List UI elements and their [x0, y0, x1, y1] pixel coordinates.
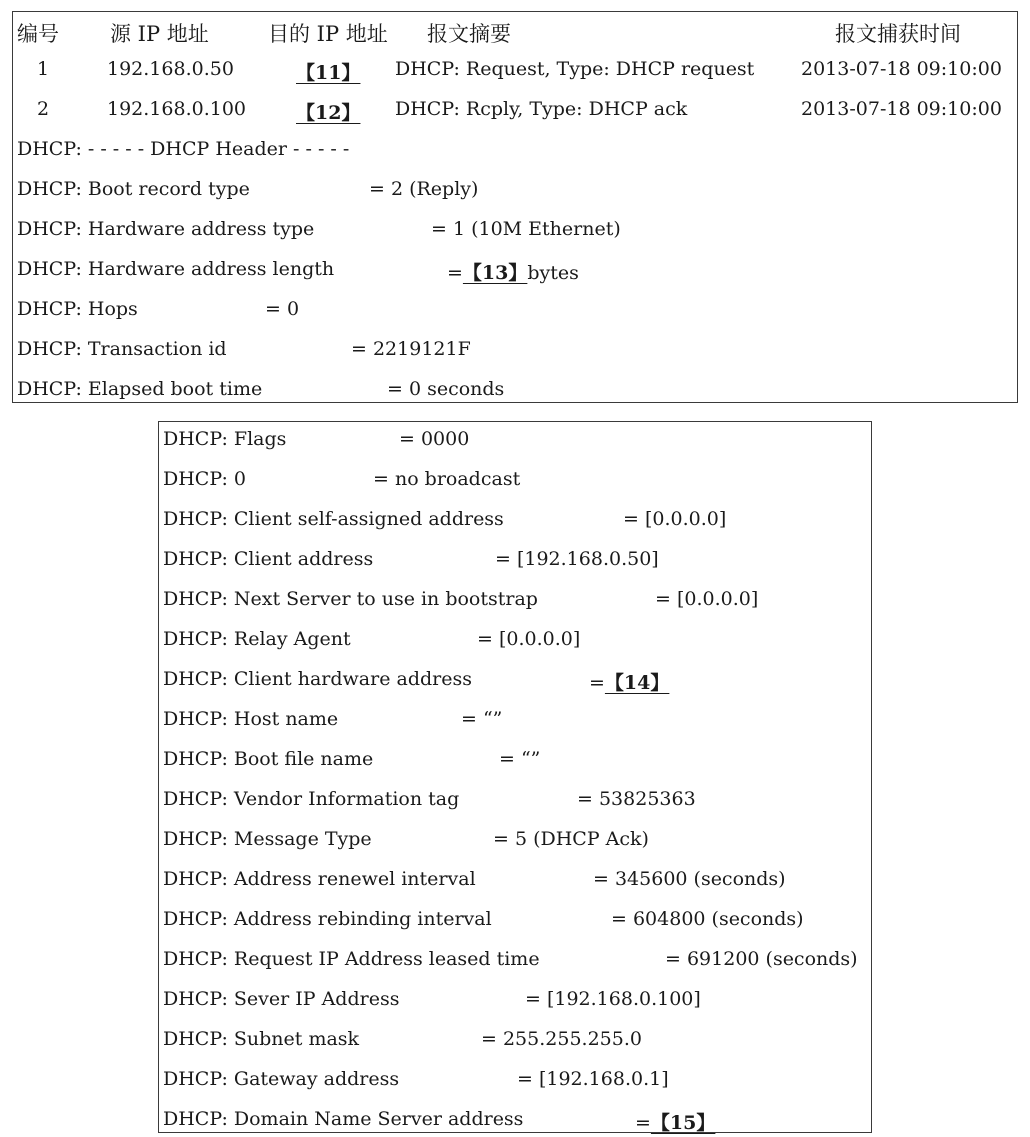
field-message-type: DHCP: Message Type = 5 (DHCP Ack)	[163, 828, 649, 850]
dhcp-detail-panel	[158, 421, 872, 1133]
field-vendor-info-tag: DHCP: Vendor Information tag = 53825363	[163, 788, 696, 810]
field-boot-file-name: DHCP: Boot file name = “”	[163, 748, 541, 770]
header-capture-time: 报文捕获时间	[835, 22, 961, 46]
field-host-name: DHCP: Host name = “”	[163, 708, 503, 730]
row-2-summary: DHCP: Rcply, Type: DHCP ack	[395, 98, 688, 120]
field-broadcast-bit: DHCP: 0 = no broadcast	[163, 468, 521, 490]
field-boot-record-type: DHCP: Boot record type = 2 (Reply)	[17, 178, 479, 200]
capture-summary-panel	[12, 11, 1018, 403]
field-gateway-address: DHCP: Gateway address = [192.168.0.1]	[163, 1068, 669, 1090]
row-1-id: 1	[37, 58, 50, 80]
row-1-summary: DHCP: Request, Type: DHCP request	[395, 58, 755, 80]
row-1-src: 192.168.0.50	[107, 58, 234, 80]
field-elapsed-boot-time: DHCP: Elapsed boot time = 0 seconds	[17, 378, 505, 400]
dhcp-header-banner: DHCP: - - - - - DHCP Header - - - - -	[17, 138, 350, 160]
field-subnet-mask: DHCP: Subnet mask = 255.255.255.0	[163, 1028, 642, 1050]
row-1-dst-blank: 【11】	[296, 62, 361, 84]
field-rebinding-interval: DHCP: Address rebinding interval = 604800 (seconds)	[163, 908, 804, 930]
field-renewal-interval: DHCP: Address renewel interval = 345600 (seconds)	[163, 868, 786, 890]
field-flags: DHCP: Flags = 0000	[163, 428, 470, 450]
blank-15: 【15】	[650, 1112, 716, 1134]
field-client-hardware-address: DHCP: Client hardware address =【14】	[163, 668, 670, 694]
field-client-self-assigned: DHCP: Client self-assigned address = [0.0.0.0]	[163, 508, 727, 530]
field-transaction-id: DHCP: Transaction id = 2219121F	[17, 338, 471, 360]
field-hardware-address-type: DHCP: Hardware address type = 1 (10M Ethernet)	[17, 218, 621, 240]
field-hops: DHCP: Hops = 0	[17, 298, 300, 320]
blank-13: 【13】	[462, 262, 528, 284]
header-id: 编号	[17, 22, 59, 46]
field-dns-address: DHCP: Domain Name Server address =【15】	[163, 1108, 716, 1134]
row-2-dst-blank: 【12】	[296, 102, 361, 124]
row-2-time: 2013-07-18 09:10:00	[801, 98, 1002, 120]
row-2-id: 2	[37, 98, 50, 120]
header-dst-ip: 目的 IP 地址	[268, 22, 388, 46]
row-2-src: 192.168.0.100	[107, 98, 247, 120]
field-next-server: DHCP: Next Server to use in bootstrap = [0.0.0.0]	[163, 588, 759, 610]
field-relay-agent: DHCP: Relay Agent = [0.0.0.0]	[163, 628, 581, 650]
header-summary: 报文摘要	[427, 22, 511, 46]
blank-14: 【14】	[604, 672, 670, 694]
field-client-address: DHCP: Client address = [192.168.0.50]	[163, 548, 659, 570]
field-lease-time: DHCP: Request IP Address leased time = 691200 (seconds)	[163, 948, 858, 970]
field-server-ip: DHCP: Sever IP Address = [192.168.0.100]	[163, 988, 701, 1010]
header-src-ip: 源 IP 地址	[110, 22, 209, 46]
row-1-time: 2013-07-18 09:10:00	[801, 58, 1002, 80]
field-hardware-address-length: DHCP: Hardware address length =【13】bytes	[17, 258, 579, 284]
